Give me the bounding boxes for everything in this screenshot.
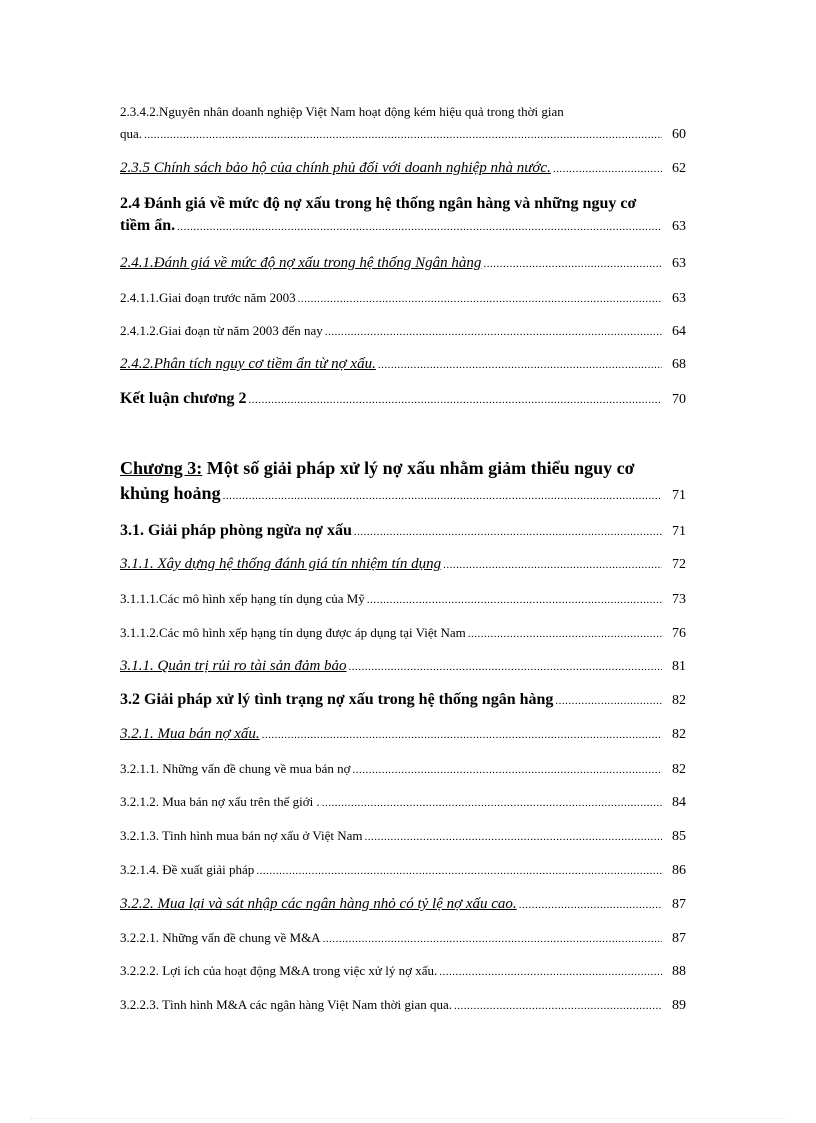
toc-page-number: 89	[672, 998, 686, 1013]
toc-page-number: 71	[672, 524, 686, 539]
toc-entry-title: 3.2.1. Mua bán nợ xấu.	[120, 726, 260, 742]
toc-entry[interactable]	[120, 390, 686, 408]
toc-entry-title-line2: qua.	[120, 126, 143, 141]
toc-entry-title: Kết luận chương 2	[120, 390, 247, 407]
toc-entry-title: 3.2.2.3. Tình hình M&A các ngân hàng Việt Nam thời gian qua.	[120, 997, 453, 1012]
toc-entry[interactable]	[120, 290, 686, 307]
toc-entry-title: 3.1.1. Xây dựng hệ thống đánh giá tín nhiệm tín dụng	[120, 556, 442, 572]
toc-entry-title: 3.2.1.4. Đề xuất giải pháp	[120, 862, 255, 877]
toc-page-number: 88	[672, 964, 686, 979]
toc-chapter-entry[interactable]	[120, 458, 686, 504]
toc-entry[interactable]	[120, 658, 686, 675]
leader-dots	[248, 394, 662, 406]
toc-page-number: 84	[672, 795, 686, 810]
toc-entry[interactable]	[120, 160, 686, 177]
leader-dots	[354, 526, 662, 538]
toc-page-number: 68	[672, 357, 686, 372]
toc-entry-title: 2.4.1.Đánh giá về mức độ nợ xấu trong hệ thống Ngân hàng	[120, 255, 482, 271]
toc-entry-title: 3.1. Giải pháp phòng ngừa nợ xấu	[120, 522, 352, 539]
leader-dots	[177, 221, 662, 233]
toc-entry-title: 2.4.1.1.Giai đoạn trước năm 2003	[120, 290, 296, 305]
toc-entry-title: 3.1.1.2.Các mô hình xếp hạng tín dụng được áp dụng tại Việt Nam	[120, 625, 466, 640]
leader-dots	[144, 129, 662, 141]
toc-entry-title: 3.2.2. Mua lại và sát nhập các ngân hàng nhỏ có tỷ lệ nợ xấu cao.	[120, 896, 517, 912]
chapter-title: Một số giải pháp xử lý nợ xấu nhằm giảm thiểu nguy cơ	[202, 458, 635, 478]
leader-dots	[365, 831, 663, 843]
toc-page-number: 87	[672, 931, 686, 946]
leader-dots	[325, 326, 662, 338]
toc-entry-title: 3.2.1.2. Mua bán nợ xấu trên thế giới .	[120, 794, 320, 809]
leader-dots	[349, 661, 662, 673]
toc-entry-title: 3.2 Giải pháp xử lý tình trạng nợ xấu trong hệ thống ngân hàng	[120, 691, 554, 708]
toc-entry[interactable]	[120, 761, 686, 778]
leader-dots	[468, 628, 662, 640]
toc-entry[interactable]	[120, 997, 686, 1014]
leader-dots	[323, 933, 662, 945]
toc-entry[interactable]	[120, 323, 686, 340]
toc-page-number: 86	[672, 863, 686, 878]
toc-page-number: 82	[672, 762, 686, 777]
toc-entry-title: 2.3.5 Chính sách bảo hộ của chính phủ đối với doanh nghiệp nhà nước.	[120, 160, 551, 176]
toc-entry-title: 3.2.1.1. Những vấn đề chung về mua bán nợ	[120, 761, 351, 776]
toc-page-number: 85	[672, 829, 686, 844]
toc-chapter-line1	[120, 458, 686, 479]
toc-page-number: 82	[672, 727, 686, 742]
leader-dots	[262, 729, 662, 741]
toc-page-number: 73	[672, 592, 686, 607]
toc-entry[interactable]	[120, 625, 686, 642]
toc-entry-title: 3.2.1.3. Tình hình mua bán nợ xấu ở Việt Nam	[120, 828, 363, 843]
toc-entry[interactable]	[120, 691, 686, 709]
toc-entry[interactable]	[120, 104, 686, 143]
toc-entry[interactable]	[120, 794, 686, 811]
toc-entry-title: 2.4.2.Phân tích nguy cơ tiềm ẩn từ nợ xấu.	[120, 356, 376, 372]
chapter-label: Chương 3:	[120, 458, 203, 478]
leader-dots	[256, 865, 662, 877]
toc-entry[interactable]	[120, 556, 686, 573]
toc-entry-title-line1: 2.3.4.2.Nguyên nhân doanh nghiệp Việt Nam hoạt động kém hiệu quả trong thời gian	[120, 104, 564, 119]
toc-entry-title: 3.1.1. Quản trị rủi ro tài sản đảm bảo	[120, 658, 347, 674]
toc-page-number: 70	[672, 392, 686, 407]
leader-dots	[555, 695, 662, 707]
toc-entry-title-line1: 2.4 Đánh giá về mức độ nợ xấu trong hệ thống ngân hàng và những nguy cơ	[120, 195, 637, 212]
toc-entry-title: 3.2.2.2. Lợi ích của hoạt động M&A trong việc xử lý nợ xấu.	[120, 963, 438, 978]
leader-dots	[553, 163, 662, 175]
leader-dots	[223, 490, 662, 502]
toc-entry[interactable]	[120, 356, 686, 373]
toc-page-number: 71	[672, 488, 686, 503]
toc-entry-title: 3.2.2.1. Những vấn đề chung về M&A	[120, 930, 321, 945]
toc-entry[interactable]	[120, 255, 686, 272]
leader-dots	[439, 966, 662, 978]
toc-entry-title-line2: tiềm ẩn.	[120, 217, 176, 234]
toc-page-number: 81	[672, 659, 686, 674]
toc-entry[interactable]	[120, 963, 686, 980]
toc-page-number: 64	[672, 324, 686, 339]
toc-entry[interactable]	[120, 522, 686, 540]
leader-dots	[483, 258, 662, 270]
toc-chapter-line2: khủng hoảng	[120, 483, 221, 503]
leader-dots	[353, 764, 662, 776]
toc-page-number: 82	[672, 693, 686, 708]
toc-entry-title: 3.1.1.1.Các mô hình xếp hạng tín dụng của Mỹ	[120, 591, 365, 606]
toc-entry[interactable]	[120, 726, 686, 743]
leader-dots	[298, 293, 662, 305]
toc-page-number: 87	[672, 897, 686, 912]
toc-entry[interactable]	[120, 896, 686, 913]
leader-dots	[378, 359, 662, 371]
toc-page-number: 63	[672, 291, 686, 306]
toc-page-number: 63	[672, 256, 686, 271]
leader-dots	[454, 1000, 662, 1012]
toc-entry[interactable]	[120, 828, 686, 845]
toc-entry[interactable]	[120, 195, 686, 235]
toc-page-number: 76	[672, 626, 686, 641]
toc-entry-title: 2.4.1.2.Giai đoạn từ năm 2003 đến nay	[120, 323, 323, 338]
toc-entry[interactable]	[120, 930, 686, 947]
toc-page-number: 60	[672, 127, 686, 142]
toc-page-number: 62	[672, 161, 686, 176]
toc-page-number: 63	[672, 219, 686, 234]
page-bottom-rule	[30, 1118, 786, 1119]
toc-page-number: 72	[672, 557, 686, 572]
leader-dots	[322, 797, 662, 809]
leader-dots	[367, 594, 662, 606]
leader-dots	[519, 899, 662, 911]
toc-entry[interactable]	[120, 591, 686, 608]
toc-entry[interactable]	[120, 862, 686, 879]
leader-dots	[443, 559, 662, 571]
